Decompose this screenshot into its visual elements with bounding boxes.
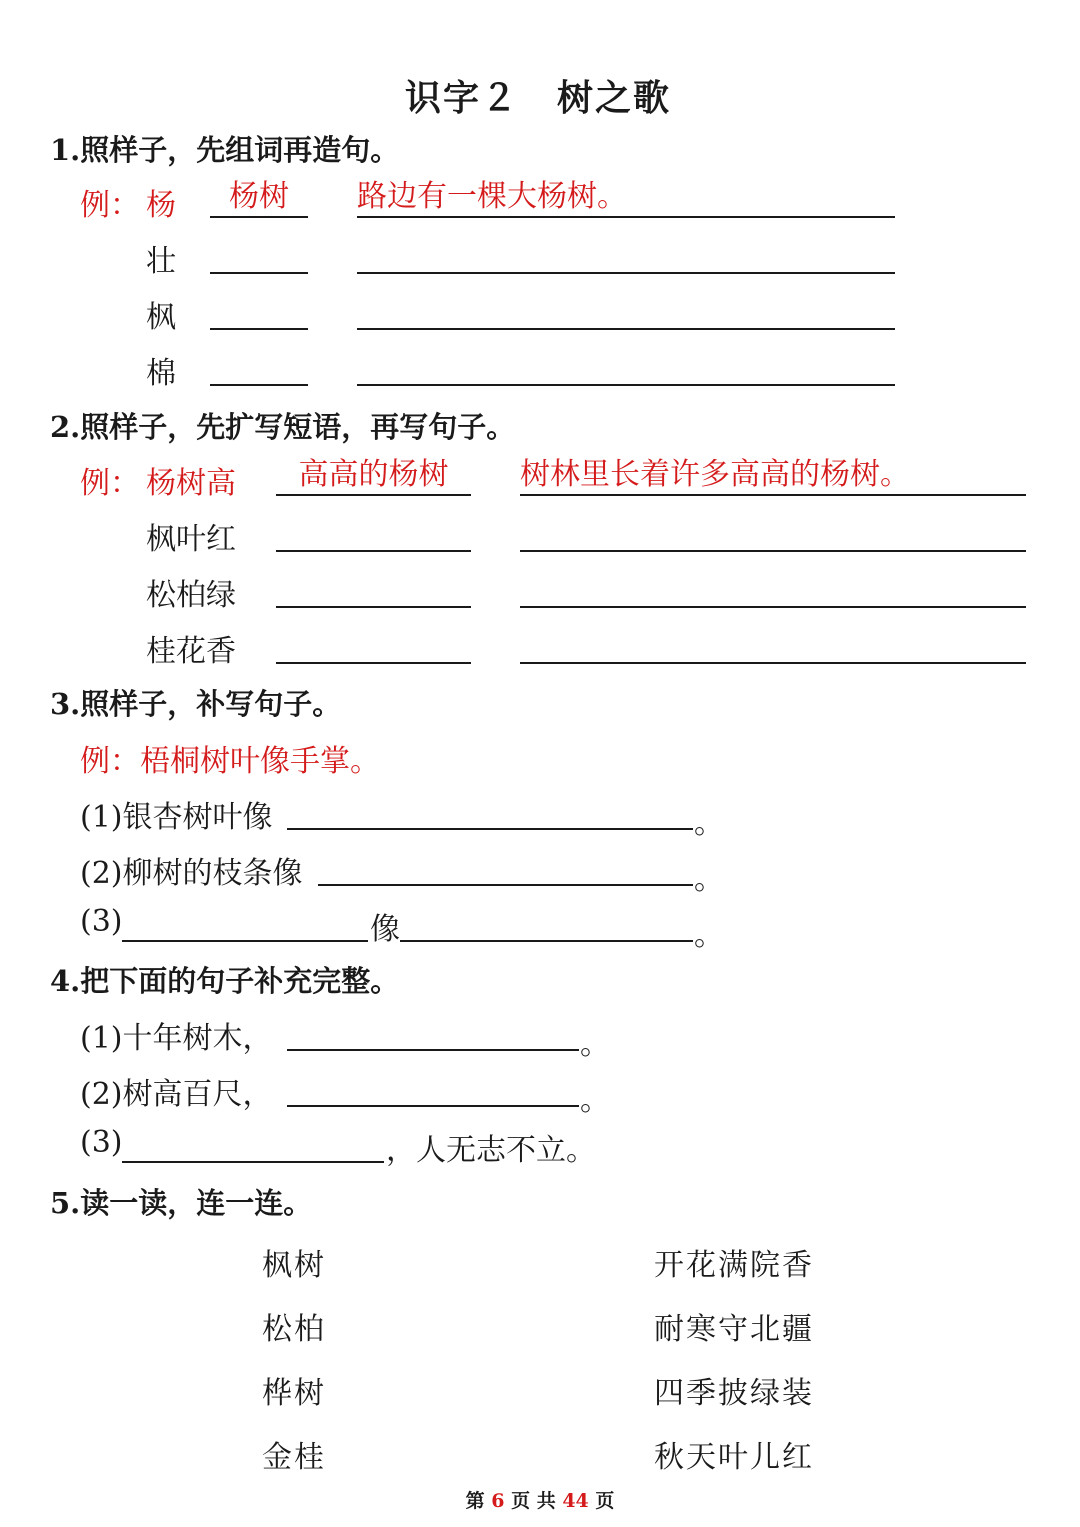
- q3-blank-3a[interactable]: [122, 938, 368, 942]
- q2-example-phrase: 杨树高: [146, 466, 236, 501]
- q1-sentence-blank-2[interactable]: [357, 326, 895, 330]
- question-3-heading: 3.照样子，补写句子。: [50, 687, 342, 721]
- q4-item-3-prefix: (3): [80, 1125, 123, 1160]
- footer-mid: 页 共: [511, 1490, 556, 1512]
- q4-end-1: 。: [580, 1027, 610, 1062]
- q1-example-prefix: 例：: [80, 188, 140, 223]
- q2-sentence-blank-3[interactable]: [520, 660, 1026, 664]
- q3-end-3: 。: [694, 918, 724, 953]
- q1-word-blank-1[interactable]: [210, 270, 308, 274]
- q5-left-item-4[interactable]: 金桂: [262, 1440, 326, 1475]
- q1-char-2: 枫: [146, 300, 176, 335]
- q5-right-item-1[interactable]: 开花满院香: [654, 1248, 814, 1283]
- q2-expand-blank-1[interactable]: [276, 548, 471, 552]
- q1-example-char: 杨: [146, 188, 176, 223]
- q4-item-1: (1)十年树木，: [80, 1021, 273, 1056]
- q2-phrase-1: 枫叶红: [146, 522, 236, 557]
- q2-example-prefix: 例：: [80, 466, 140, 501]
- q4-blank-1[interactable]: [287, 1047, 579, 1051]
- q3-blank-2[interactable]: [318, 882, 693, 886]
- q1-sentence-blank-1[interactable]: [357, 270, 895, 274]
- q3-example: 例：梧桐树叶像手掌。: [80, 744, 380, 779]
- q1-word-blank-2[interactable]: [210, 326, 308, 330]
- q1-example-sentence: 路边有一棵大杨树。: [357, 180, 895, 218]
- q3-item-3-prefix: (3): [80, 904, 123, 939]
- q3-end-2: 。: [694, 862, 724, 897]
- footer-prefix: 第: [465, 1490, 485, 1512]
- q3-blank-3b[interactable]: [400, 938, 693, 942]
- q2-sentence-blank-1[interactable]: [520, 548, 1026, 552]
- q5-left-item-1[interactable]: 枫树: [262, 1248, 326, 1283]
- q1-sentence-blank-3[interactable]: [357, 382, 895, 386]
- page-footer: [0, 1486, 1080, 1513]
- q5-right-item-4[interactable]: 秋天叶儿红: [654, 1440, 814, 1475]
- q2-expand-blank-2[interactable]: [276, 604, 471, 608]
- q4-item-3-suffix: ，人无志不立。: [386, 1133, 596, 1168]
- q4-end-2: 。: [580, 1083, 610, 1118]
- q4-item-2: (2)树高百尺，: [80, 1077, 273, 1112]
- question-1-heading: 1.照样子，先组词再造句。: [50, 133, 400, 167]
- question-2-heading: 2.照样子，先扩写短语，再写句子。: [50, 410, 516, 444]
- page-title: 识字２ 树之歌: [405, 77, 672, 119]
- q4-blank-2[interactable]: [287, 1103, 579, 1107]
- q4-blank-3[interactable]: [122, 1159, 384, 1163]
- question-4-heading: 4.把下面的句子补充完整。: [50, 964, 400, 998]
- q3-item-3-mid: 像: [370, 912, 400, 947]
- q2-expand-blank-3[interactable]: [276, 660, 471, 664]
- current-page-number: 6: [491, 1490, 505, 1512]
- total-page-count: 44: [562, 1490, 589, 1512]
- q2-sentence-blank-2[interactable]: [520, 604, 1026, 608]
- q1-word-blank-3[interactable]: [210, 382, 308, 386]
- q3-blank-1[interactable]: [287, 826, 693, 830]
- q3-item-1: (1)银杏树叶像: [80, 800, 273, 835]
- q5-right-item-2[interactable]: 耐寒守北疆: [654, 1312, 814, 1347]
- q3-end-1: 。: [694, 806, 724, 841]
- q5-right-item-3[interactable]: 四季披绿装: [654, 1376, 814, 1411]
- footer-suffix: 页: [595, 1490, 615, 1512]
- q1-char-3: 棉: [146, 356, 176, 391]
- q1-char-1: 壮: [146, 244, 176, 279]
- q5-left-item-2[interactable]: 松柏: [262, 1312, 326, 1347]
- question-5-heading: 5.读一读，连一连。: [50, 1186, 313, 1220]
- q5-left-item-3[interactable]: 桦树: [262, 1376, 326, 1411]
- q3-item-2: (2)柳树的枝条像: [80, 856, 303, 891]
- q2-phrase-2: 松柏绿: [146, 578, 236, 613]
- q2-phrase-3: 桂花香: [146, 634, 236, 669]
- q2-example-expanded: 高高的杨树: [276, 458, 471, 496]
- q2-example-sentence: 树林里长着许多高高的杨树。: [520, 458, 1026, 496]
- q1-example-word: 杨树: [210, 180, 308, 218]
